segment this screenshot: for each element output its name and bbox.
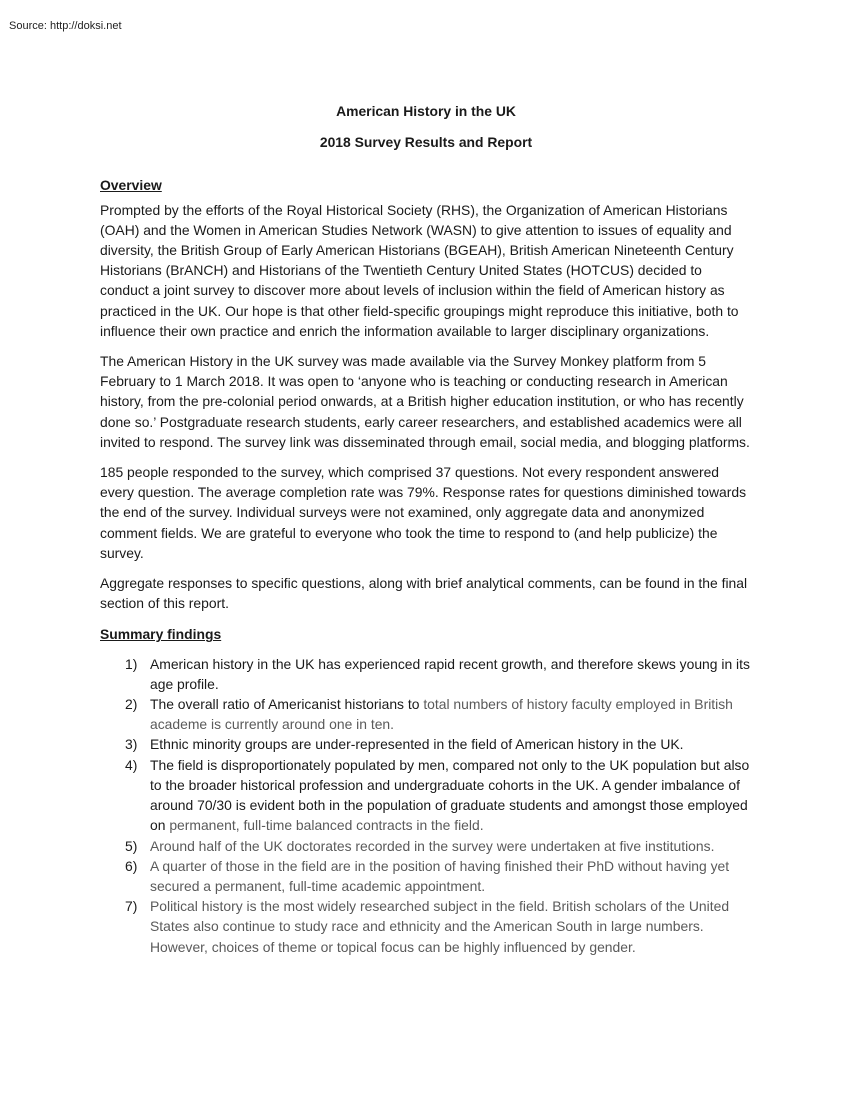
finding-text-muted: permanent, full-time balanced contracts in the field. xyxy=(169,817,484,834)
document-title: American History in the UK xyxy=(336,103,516,119)
summary-findings-list xyxy=(100,654,752,957)
source-note: Source: http://doksi.net xyxy=(9,20,122,32)
overview-paragraph: 185 people responded to the survey, which comprised 37 questions. Not every respondent answered every question. The average completion rate was 79%. Response rates for questions diminished towards the end of the survey. Individual surveys were not examined, only aggregate data and anonymized comment fields. We are grateful to everyone who took the time to respond to (and help publicize) the survey. xyxy=(100,464,747,561)
finding-text: The field is disproportionately populated by men, compared not only to the UK population but also to the broader historical profession and undergraduate cohorts in the UK. A gender imbalance of around 70/30 is evident both in the population of graduate students and amongst those employed on xyxy=(150,756,750,834)
finding-number: 4) xyxy=(125,756,138,773)
finding-number: 1) xyxy=(125,655,138,672)
overview-paragraph: Aggregate responses to specific questions, along with brief analytical comments, can be found in the final section of this report. xyxy=(100,575,748,612)
finding-number: 2) xyxy=(125,696,138,713)
overview-heading: Overview xyxy=(100,177,162,194)
finding-item xyxy=(100,734,752,754)
finding-text: The overall ratio of Americanist historians to xyxy=(150,696,424,713)
finding-number: 5) xyxy=(125,837,138,854)
finding-item xyxy=(100,896,752,957)
finding-item xyxy=(100,654,752,694)
finding-text-muted: Political history is the most widely researched subject in the field. British scholars of the United States also continue to study race and ethnicity and the American South in large numbers. However, choices of theme or topical focus can be highly influenced by gender. xyxy=(150,898,730,955)
finding-item xyxy=(100,836,752,856)
finding-text-muted: Around half of the UK doctorates recorded in the survey were undertaken at five institutions. xyxy=(150,837,715,854)
overview-paragraph: Prompted by the efforts of the Royal Historical Society (RHS), the Organization of American Historians (OAH) and the Women in American Studies Network (WASN) to give attention to issues of equality and diversity, the British Group of Early American Historians (BGEAH), British American Nineteenth Century Historians (BrANCH) and Historians of the Twentieth Century United States (HOTCUS) decided to conduct a joint survey to discover more about levels of inclusion within the field of American history as practiced in the UK. Our hope is that other field-specific groupings might reproduce this initiative, both to influence their own practice and enrich the information available to larger disciplinary organizations. xyxy=(100,201,739,339)
finding-item xyxy=(100,755,752,836)
finding-text-muted: A quarter of those in the field are in the position of having finished their PhD without having yet secured a permanent, full-time academic appointment. xyxy=(150,857,730,894)
finding-number: 6) xyxy=(125,857,138,874)
summary-heading: Summary findings xyxy=(100,626,222,643)
document-subtitle: 2018 Survey Results and Report xyxy=(319,134,533,151)
finding-text: American history in the UK has experienced rapid recent growth, and therefore skews young in its age profile. xyxy=(150,655,750,692)
overview-paragraph: The American History in the UK survey was made available via the Survey Monkey platform from 5 February to 1 March 2018. It was open to ‘anyone who is teaching or conducting research in American history, from the pre-colonial period onwards, at a British higher education institution, or who has recently done so.’ Postgraduate research students, early career researchers, and established academics were all invited to respond. The survey link was disseminated through email, social media, and blogging platforms. xyxy=(100,353,750,450)
finding-item xyxy=(100,856,752,896)
finding-text: Ethnic minority groups are under-represented in the field of American history in the UK. xyxy=(150,736,684,753)
finding-number: 7) xyxy=(125,898,138,915)
finding-text-muted: total numbers of history faculty employed in British academe is currently around one in ten. xyxy=(150,696,733,733)
document-page xyxy=(100,101,752,957)
finding-item xyxy=(100,694,752,734)
finding-number: 3) xyxy=(125,736,138,753)
